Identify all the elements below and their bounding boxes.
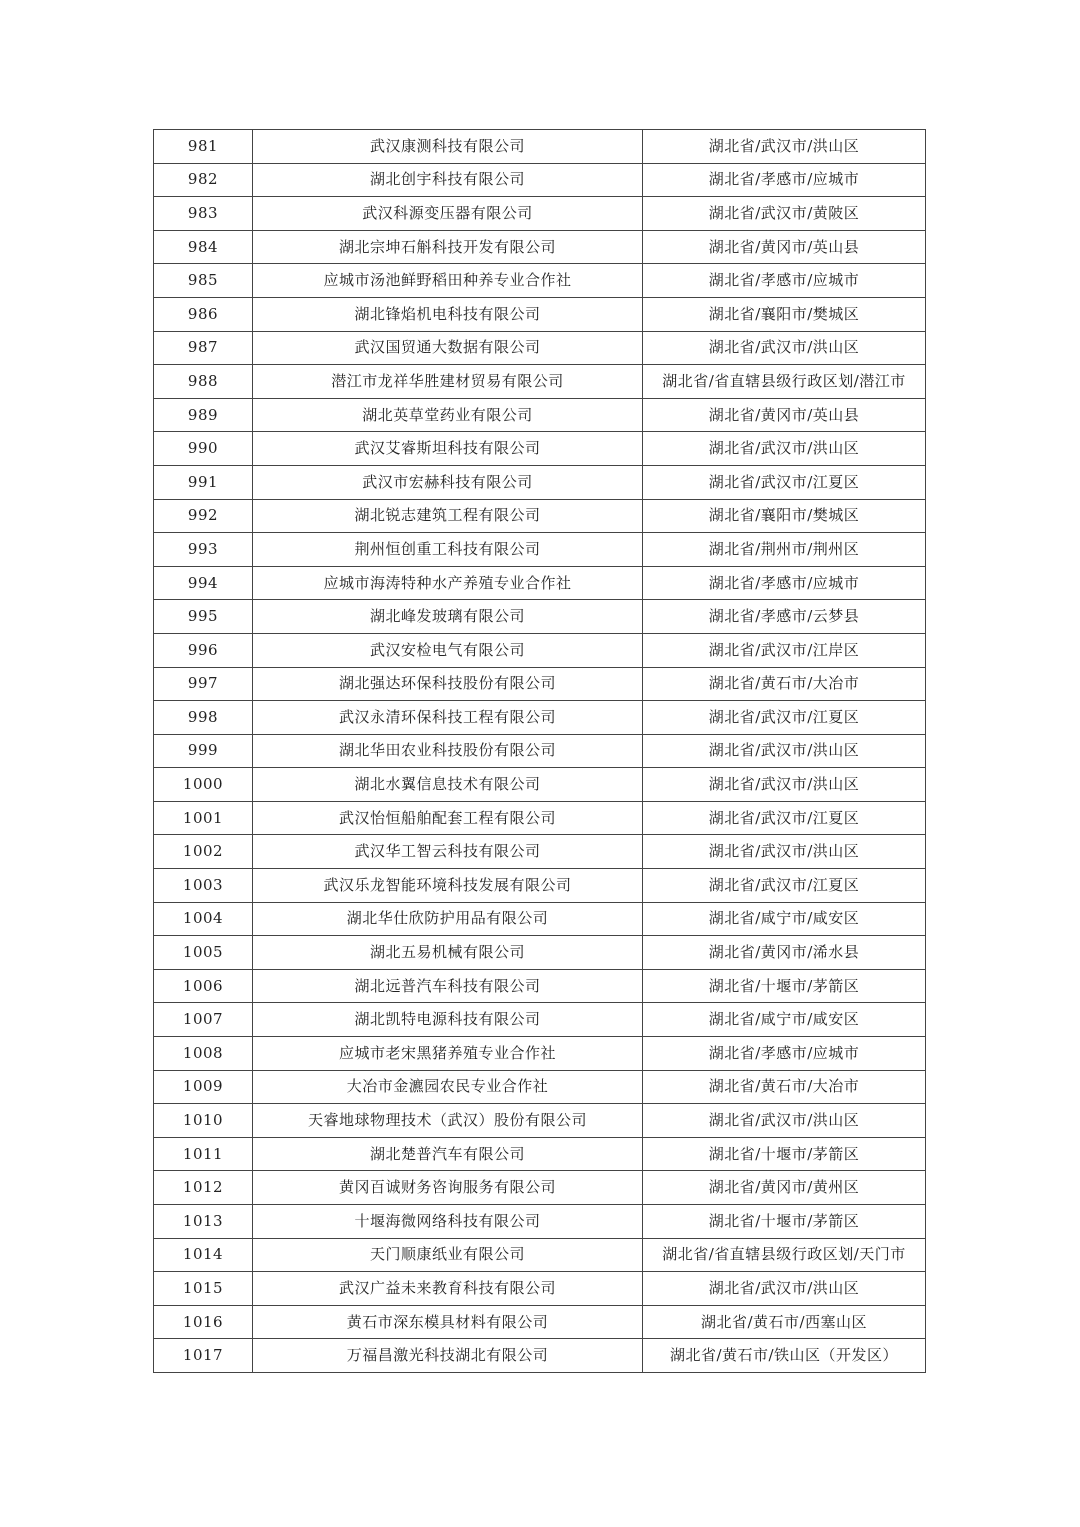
- company-region: 湖北省/十堰市/茅箭区: [643, 1137, 926, 1171]
- company-region: 湖北省/孝感市/云梦县: [643, 600, 926, 634]
- company-table: [153, 129, 926, 1373]
- row-number: 999: [154, 734, 253, 768]
- company-name: 湖北宗坤石斛科技开发有限公司: [253, 230, 643, 264]
- company-name: 湖北凯特电源科技有限公司: [253, 1003, 643, 1037]
- company-name: 应城市汤池鲜野稻田种养专业合作社: [253, 264, 643, 298]
- company-name: 应城市海涛特种水产养殖专业合作社: [253, 566, 643, 600]
- company-region: 湖北省/武汉市/洪山区: [643, 734, 926, 768]
- row-number: 1013: [154, 1205, 253, 1239]
- company-region: 湖北省/十堰市/茅箭区: [643, 969, 926, 1003]
- table-row: [154, 533, 926, 567]
- company-name: 湖北锐志建筑工程有限公司: [253, 499, 643, 533]
- company-name: 天睿地球物理技术（武汉）股份有限公司: [253, 1104, 643, 1138]
- table-row: [154, 230, 926, 264]
- row-number: 988: [154, 365, 253, 399]
- company-region: 湖北省/襄阳市/樊城区: [643, 499, 926, 533]
- table-row: [154, 902, 926, 936]
- company-name: 武汉艾睿斯坦科技有限公司: [253, 432, 643, 466]
- table-row: [154, 1305, 926, 1339]
- company-name: 武汉乐龙智能环境科技发展有限公司: [253, 869, 643, 903]
- table-row: [154, 1238, 926, 1272]
- row-number: 981: [154, 130, 253, 164]
- company-region: 湖北省/武汉市/洪山区: [643, 768, 926, 802]
- table-row: [154, 499, 926, 533]
- company-name: 武汉永清环保科技工程有限公司: [253, 701, 643, 735]
- company-region: 湖北省/孝感市/应城市: [643, 264, 926, 298]
- table-row: [154, 1205, 926, 1239]
- company-region: 湖北省/武汉市/洪山区: [643, 331, 926, 365]
- company-region: 湖北省/武汉市/江夏区: [643, 465, 926, 499]
- row-number: 1011: [154, 1137, 253, 1171]
- company-name: 黄石市深东模具材料有限公司: [253, 1305, 643, 1339]
- company-region: 湖北省/黄冈市/英山县: [643, 398, 926, 432]
- table-row: [154, 1104, 926, 1138]
- company-name: 湖北华仕欣防护用品有限公司: [253, 902, 643, 936]
- row-number: 985: [154, 264, 253, 298]
- company-region: 湖北省/黄冈市/黄州区: [643, 1171, 926, 1205]
- row-number: 982: [154, 163, 253, 197]
- company-region: 湖北省/武汉市/洪山区: [643, 1104, 926, 1138]
- company-region: 湖北省/襄阳市/樊城区: [643, 297, 926, 331]
- row-number: 1016: [154, 1305, 253, 1339]
- company-name: 湖北华田农业科技股份有限公司: [253, 734, 643, 768]
- company-name: 天门顺康纸业有限公司: [253, 1238, 643, 1272]
- row-number: 1014: [154, 1238, 253, 1272]
- table-row: [154, 1339, 926, 1373]
- table-row: [154, 969, 926, 1003]
- row-number: 991: [154, 465, 253, 499]
- company-name: 大冶市金瀌园农民专业合作社: [253, 1070, 643, 1104]
- table-row: [154, 600, 926, 634]
- company-name: 湖北锋焰机电科技有限公司: [253, 297, 643, 331]
- row-number: 1003: [154, 869, 253, 903]
- company-name: 武汉市宏赫科技有限公司: [253, 465, 643, 499]
- row-number: 996: [154, 633, 253, 667]
- company-name: 湖北强达环保科技股份有限公司: [253, 667, 643, 701]
- company-region: 湖北省/武汉市/江夏区: [643, 801, 926, 835]
- company-region: 湖北省/黄石市/西塞山区: [643, 1305, 926, 1339]
- company-name: 湖北创宇科技有限公司: [253, 163, 643, 197]
- row-number: 1006: [154, 969, 253, 1003]
- company-region: 湖北省/武汉市/江夏区: [643, 869, 926, 903]
- company-region: 湖北省/武汉市/洪山区: [643, 1272, 926, 1306]
- company-region: 湖北省/武汉市/江夏区: [643, 701, 926, 735]
- table-row: [154, 1003, 926, 1037]
- company-name: 湖北远普汽车科技有限公司: [253, 969, 643, 1003]
- row-number: 1008: [154, 1037, 253, 1071]
- company-name: 潜江市龙祥华胜建材贸易有限公司: [253, 365, 643, 399]
- company-name: 武汉安检电气有限公司: [253, 633, 643, 667]
- table-row: [154, 1070, 926, 1104]
- table-row: [154, 835, 926, 869]
- company-name: 武汉广益未来教育科技有限公司: [253, 1272, 643, 1306]
- company-region: 湖北省/咸宁市/咸安区: [643, 902, 926, 936]
- company-region: 湖北省/孝感市/应城市: [643, 163, 926, 197]
- company-region: 湖北省/武汉市/洪山区: [643, 835, 926, 869]
- company-region: 湖北省/黄石市/大冶市: [643, 667, 926, 701]
- row-number: 993: [154, 533, 253, 567]
- table-row: [154, 163, 926, 197]
- company-name: 湖北英草堂药业有限公司: [253, 398, 643, 432]
- table-row: [154, 734, 926, 768]
- table-row: [154, 1037, 926, 1071]
- table-row: [154, 768, 926, 802]
- row-number: 995: [154, 600, 253, 634]
- company-name: 湖北水翼信息技术有限公司: [253, 768, 643, 802]
- company-region: 湖北省/黄冈市/浠水县: [643, 936, 926, 970]
- table-row: [154, 432, 926, 466]
- company-region: 湖北省/省直辖县级行政区划/潜江市: [643, 365, 926, 399]
- table-row: [154, 869, 926, 903]
- company-region: 湖北省/黄石市/大冶市: [643, 1070, 926, 1104]
- row-number: 983: [154, 197, 253, 231]
- row-number: 998: [154, 701, 253, 735]
- table-row: [154, 566, 926, 600]
- row-number: 1000: [154, 768, 253, 802]
- company-name: 武汉怡恒船舶配套工程有限公司: [253, 801, 643, 835]
- table-row: [154, 297, 926, 331]
- company-region: 湖北省/荆州市/荆州区: [643, 533, 926, 567]
- company-region: 湖北省/武汉市/黄陂区: [643, 197, 926, 231]
- table-row: [154, 130, 926, 164]
- row-number: 1004: [154, 902, 253, 936]
- company-region: 湖北省/武汉市/洪山区: [643, 130, 926, 164]
- row-number: 1010: [154, 1104, 253, 1138]
- company-region: 湖北省/黄冈市/英山县: [643, 230, 926, 264]
- row-number: 994: [154, 566, 253, 600]
- company-name: 十堰海微网络科技有限公司: [253, 1205, 643, 1239]
- row-number: 1017: [154, 1339, 253, 1373]
- table-row: [154, 936, 926, 970]
- company-name: 荆州恒创重工科技有限公司: [253, 533, 643, 567]
- company-region: 湖北省/省直辖县级行政区划/天门市: [643, 1238, 926, 1272]
- table-row: [154, 1171, 926, 1205]
- row-number: 987: [154, 331, 253, 365]
- table-row: [154, 398, 926, 432]
- row-number: 1007: [154, 1003, 253, 1037]
- company-region: 湖北省/孝感市/应城市: [643, 1037, 926, 1071]
- row-number: 1012: [154, 1171, 253, 1205]
- company-region: 湖北省/黄石市/铁山区（开发区）: [643, 1339, 926, 1373]
- company-region: 湖北省/十堰市/茅箭区: [643, 1205, 926, 1239]
- table-row: [154, 801, 926, 835]
- row-number: 986: [154, 297, 253, 331]
- company-name: 武汉国贸通大数据有限公司: [253, 331, 643, 365]
- company-region: 湖北省/孝感市/应城市: [643, 566, 926, 600]
- table-row: [154, 701, 926, 735]
- company-region: 湖北省/武汉市/洪山区: [643, 432, 926, 466]
- row-number: 990: [154, 432, 253, 466]
- row-number: 997: [154, 667, 253, 701]
- company-region: 湖北省/咸宁市/咸安区: [643, 1003, 926, 1037]
- company-name: 武汉科源变压器有限公司: [253, 197, 643, 231]
- row-number: 992: [154, 499, 253, 533]
- table-row: [154, 264, 926, 298]
- row-number: 1009: [154, 1070, 253, 1104]
- table-row: [154, 197, 926, 231]
- table-row: [154, 667, 926, 701]
- company-name: 武汉康测科技有限公司: [253, 130, 643, 164]
- table-row: [154, 1137, 926, 1171]
- company-region: 湖北省/武汉市/江岸区: [643, 633, 926, 667]
- row-number: 1005: [154, 936, 253, 970]
- company-name: 黄冈百诚财务咨询服务有限公司: [253, 1171, 643, 1205]
- company-name: 湖北五易机械有限公司: [253, 936, 643, 970]
- company-name: 应城市老宋黑猪养殖专业合作社: [253, 1037, 643, 1071]
- company-table-body: [154, 130, 926, 1373]
- company-name: 湖北峰发玻璃有限公司: [253, 600, 643, 634]
- table-row: [154, 1272, 926, 1306]
- row-number: 1002: [154, 835, 253, 869]
- table-row: [154, 365, 926, 399]
- row-number: 989: [154, 398, 253, 432]
- row-number: 984: [154, 230, 253, 264]
- company-name: 湖北楚普汽车有限公司: [253, 1137, 643, 1171]
- row-number: 1001: [154, 801, 253, 835]
- company-name: 武汉华工智云科技有限公司: [253, 835, 643, 869]
- table-row: [154, 465, 926, 499]
- row-number: 1015: [154, 1272, 253, 1306]
- company-name: 万福昌激光科技湖北有限公司: [253, 1339, 643, 1373]
- table-row: [154, 633, 926, 667]
- table-row: [154, 331, 926, 365]
